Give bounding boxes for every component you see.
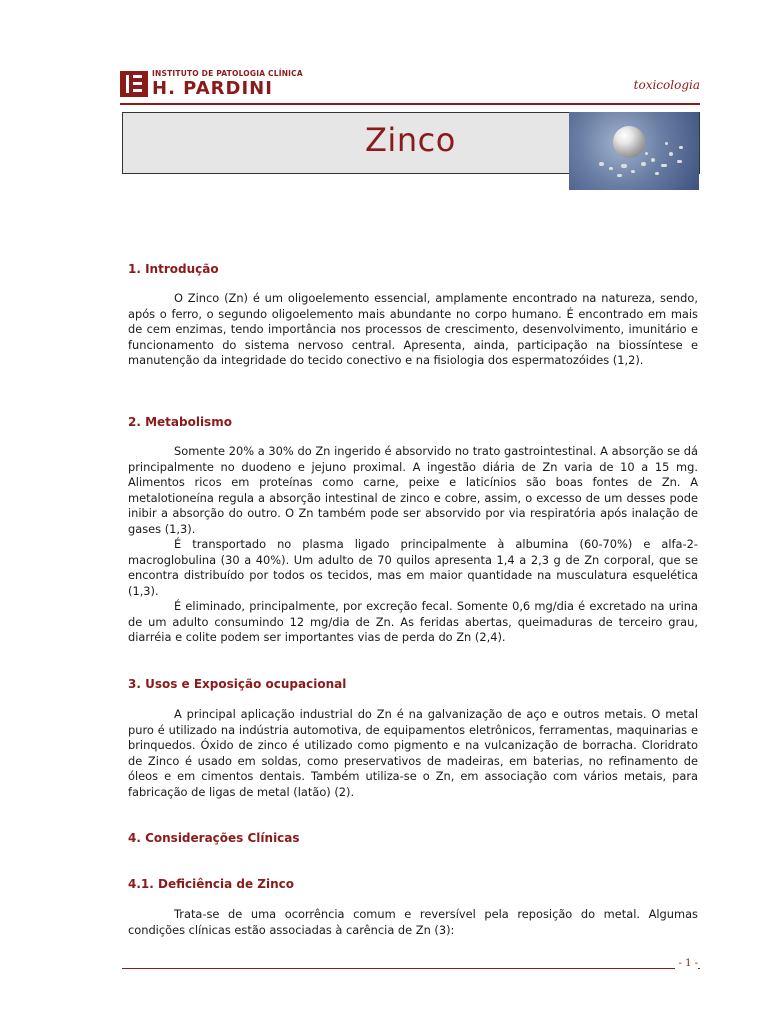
- heading-usos: 3. Usos e Exposição ocupacional: [128, 677, 347, 691]
- paragraph-deficiencia: Trata-se de uma ocorrência comum e reversível pela reposição do metal. Algumas condições clínicas estão associadas à carência de Zn (3):: [128, 907, 698, 937]
- pardini-logo: [120, 70, 303, 98]
- paragraph-metabolismo-1: Somente 20% a 30% do Zn ingerido é absorvido no trato gastrointestinal. A absorção se dá principalmente no duodeno e jejuno proximal. A ingestão diária de Zn varia de 10 a 15 mg. Alimentos ricos em proteínas como carne, peixe e laticínios são boas fontes de Zn. A metalotioneína regula a absorção intestinal de zinco e cobre, assim, o excesso de um desses pode inibir a absorção do outro. O Zn também pode ser absorvido por via respiratória após inalação de gases (1,3).: [128, 444, 698, 536]
- logo-mark-icon: [120, 71, 148, 97]
- paragraph-usos: A principal aplicação industrial do Zn é na galvanização de aço e outros metais. O metal puro é utilizado na indústria automotiva, de equipamentos eletrônicos, ferramentas, maquinarias e brinquedos. Óxido de zinco é utilizado como pigmento e na vulcanização de borracha. Cloridrato de Zinco é usado em soldas, como preservativos de madeiras, em baterias, no refinamento de óleos e em cimentos dentais. Também utiliza-se o Zn, em associação com vários metais, para fabricação de ligas de metal (latão) (2).: [128, 707, 698, 799]
- heading-consideracoes: 4. Considerações Clínicas: [128, 831, 300, 845]
- header-rule: [120, 103, 700, 105]
- zinc-photo: [569, 112, 699, 190]
- section-tag: toxicologia: [633, 78, 700, 92]
- paragraph-introducao: O Zinco (Zn) é um oligoelemento essencial, amplamente encontrado na natureza, sendo, após o ferro, o segundo oligoelemento mais abundante no corpo humano. É encontrado em mais de cem enzimas, tendo importância nos processos de crescimento, desenvolvimento, imunitário e funcionamento do sistema nervoso central. Apresenta, ainda, participação na biossíntese e manutenção da integridade do tecido conectivo e na fisiologia dos espermatozóides (1,2).: [128, 291, 698, 367]
- zinc-sphere-icon: [613, 126, 645, 158]
- heading-metabolismo: 2. Metabolismo: [128, 415, 232, 429]
- title-box: [122, 112, 700, 174]
- document-header: [120, 70, 700, 102]
- footer-rule: [122, 968, 700, 969]
- document-title: Zinco: [365, 121, 456, 159]
- institute-line: INSTITUTO DE PATOLOGIA CLÍNICA: [152, 69, 303, 78]
- brand-name: H. PARDINI: [152, 77, 273, 99]
- page-number: - 1 -: [675, 958, 698, 969]
- paragraph-metabolismo-3: É eliminado, principalmente, por excreção fecal. Somente 0,6 mg/dia é excretado na urina de um adulto consumindo 12 mg/dia de Zn. As feridas abertas, queimaduras de terceiro grau, diarréia e colite podem ser importantes vias de perda do Zn (2,4).: [128, 599, 698, 644]
- heading-deficiencia: 4.1. Deficiência de Zinco: [128, 877, 295, 891]
- paragraph-metabolismo-2: É transportado no plasma ligado principalmente à albumina (60-70%) e alfa-2-macroglobulina (30 a 40%). Um adulto de 70 quilos apresenta 1,4 a 2,3 g de Zn corporal, que se encontra distribuído por todos os tecidos, mas em maior quantidade na musculatura esquelética (1,3).: [128, 537, 698, 598]
- heading-introducao: 1. Introdução: [128, 262, 219, 276]
